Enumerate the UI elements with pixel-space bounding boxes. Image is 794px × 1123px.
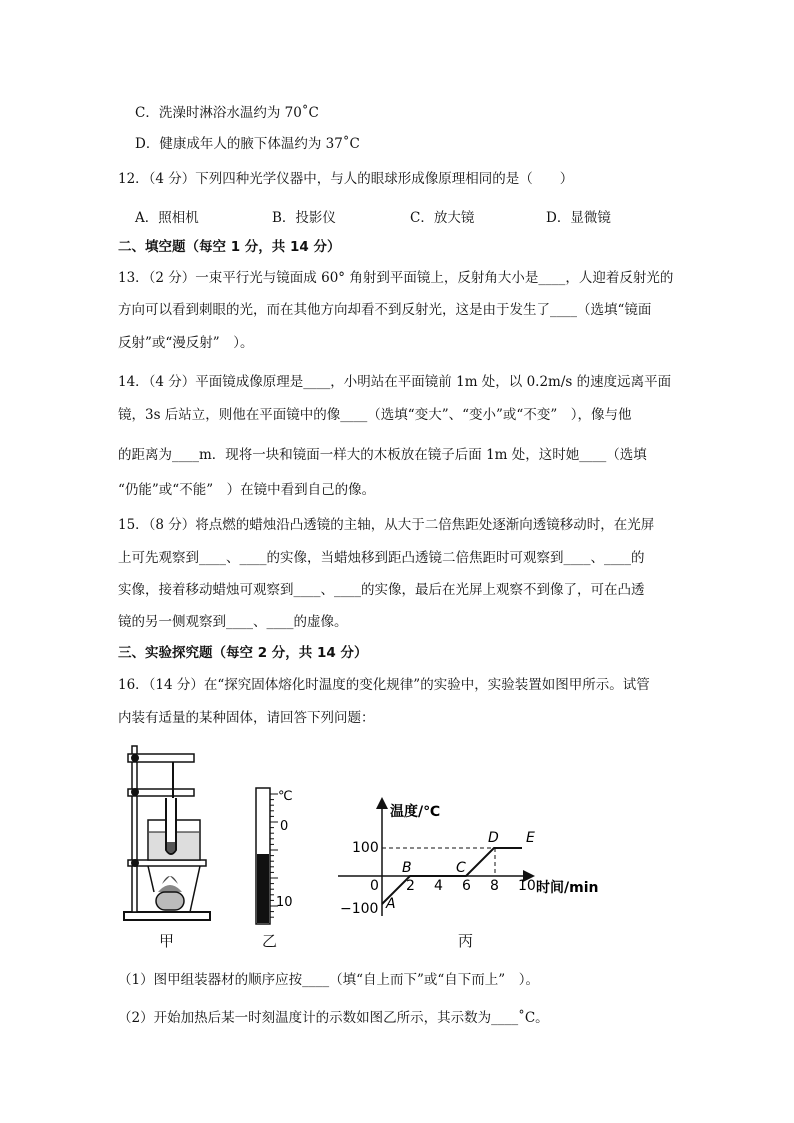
q14-line-4: “仍能”或“不能” ）在镜中看到自己的像。 [118,482,376,498]
q15-line-2: 上可先观察到____、____的实像，当蜡烛移到距凸透镜二倍焦距时可观察到____、____的 [118,550,645,566]
x-axis-label: 时间/min [536,880,599,896]
q14-line-1: 14．（4 分）平面镜成像原理是____，小明站在平面镜前 1m 处，以 0.2m/s 的速度远离平面 [118,374,672,390]
x-tick-label: 6 [462,878,471,894]
q13-line-2: 方向可以看到刺眼的光，而在其他方向却看不到反射光，这是由于发生了____（选填“镜面 [118,302,652,318]
q11-option-c: C．洗澡时淋浴水温约为 70˚C [135,105,319,121]
caption-bing: 丙 [458,932,474,950]
q16-sub-1: （1）图甲组装器材的顺序应按____（填“自上而下”或“自下而上” ）。 [118,972,539,988]
stand-base [124,912,210,920]
q16-line-1: 16．（14 分）在“探究固体熔化时温度的变化规律”的实验中，实验装置如图甲所示。试管 [118,677,650,693]
q15-line-1: 15．（8 分）将点燃的蜡烛沿凸透镜的主轴，从大于二倍焦距处逐渐向透镜移动时，在光屏 [118,517,655,533]
q12-option-c: C．放大镜 [410,210,475,226]
point-label-a: A [386,896,396,912]
q14-line-2: 镜，3s 后站立，则他在平面镜中的像____（选填“变大”、“变小”或“不变” ），像与他 [118,407,632,423]
thermometer-tick-0: 0 [280,819,289,834]
mercury-column [257,854,269,923]
q13-line-3: 反射”或“漫反射” ）。 [118,335,254,351]
section-3-title: 三、实验探究题（每空 2 分，共 14 分） [118,645,368,661]
point-label-c: C [456,860,466,876]
point-label-b: B [402,860,412,876]
x-tick-label: 8 [490,878,499,894]
temperature-graph [332,796,622,924]
q15-line-4: 镜的另一侧观察到____、____的虚像。 [118,614,348,630]
q12-option-d: D．显微镜 [546,210,611,226]
x-tick-label: 2 [406,878,415,894]
flame-icon [162,876,178,884]
spirit-lamp [156,892,184,910]
caption-yi: 乙 [262,932,278,950]
q16-sub-2: （2）开始加热后某一时刻温度计的示数如图乙所示，其示数为____˚C。 [118,1010,549,1026]
q14-line-3: 的距离为____m．现将一块和镜面一样大的木板放在镜子后面 1m 处，这时她____（选填 [118,447,647,463]
q11-option-d: D．健康成年人的腋下体温约为 37˚C [135,136,360,152]
thermometer-unit: ℃ [278,789,293,804]
apparatus-figure [118,742,218,927]
y-tick-100: 100 [352,840,379,856]
q13-line-1: 13．（2 分）一束平行光与镜面成 60° 角射到平面镜上，反射角大小是____，人迎着反射光的 [118,270,674,286]
q12-stem: 12．（4 分）下列四种光学仪器中，与人的眼球形成像原理相同的是（ ） [118,171,574,187]
x-tick-label: 10 [518,878,536,894]
q12-option-b: B．投影仪 [272,210,336,226]
section-2-title: 二、填空题（每空 1 分，共 14 分） [118,239,341,255]
point-label-d: D [488,830,499,846]
thermometer-figure [240,786,300,926]
q12-option-a: A．照相机 [135,210,199,226]
point-label-e: E [526,830,535,846]
q15-line-3: 实像，接着移动蜡烛可观察到____、____的实像，最后在光屏上观察不到像了，可在凸透 [118,582,645,598]
q16-line-2: 内装有适量的某种固体，请回答下列问题： [118,710,375,726]
y-tick-minus100: −100 [340,901,379,917]
thermometer-tick-10: 10 [276,895,293,910]
caption-jia: 甲 [159,932,175,950]
y-axis-label: 温度/℃ [390,804,441,820]
x-tick-label: 4 [434,878,443,894]
stand-rod [132,746,137,912]
x-tick-0: 0 [370,878,379,894]
